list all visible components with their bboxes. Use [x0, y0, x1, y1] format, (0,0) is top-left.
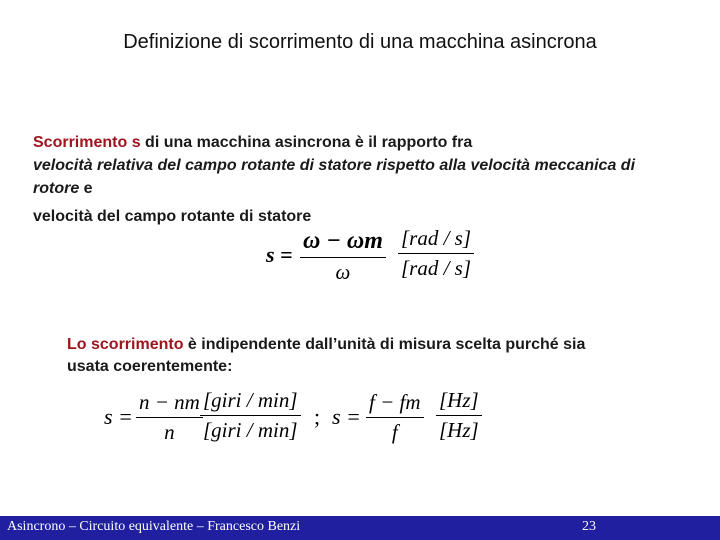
formula2-unit-num2: [Hz] [436, 388, 482, 416]
formula2-denominator2: f [391, 420, 398, 444]
note-text: è indipendente dall’unità di misura scelta purché sia usata coerentemente: [67, 336, 586, 375]
formula2-unit-den: [giri / min] [203, 418, 298, 442]
definition-italic: velocità relativa del campo rotante di statore rispetto alla velocità meccanica di rotore [33, 157, 636, 197]
note-term: Lo scorrimento [67, 336, 184, 353]
definition-conj: e [79, 180, 93, 197]
formula2-unit-den2: [Hz] [439, 418, 479, 442]
page-number: 23 [582, 519, 596, 534]
definition-text: di una macchina asincrona è il rapporto fra [140, 134, 473, 151]
formula2-numerator2: f − fm [366, 390, 424, 418]
formula2-denominator: n [164, 420, 175, 444]
formula1-unit-num: [rad / s] [398, 226, 474, 254]
formula2-units2 [436, 388, 482, 443]
formula2-separator: ; [314, 404, 321, 429]
formula2-lhs: s = [104, 404, 133, 429]
formula2-fraction [136, 390, 203, 445]
formula2-fraction2 [366, 390, 424, 445]
definition-paragraph [33, 131, 653, 200]
formula1-units [398, 226, 474, 281]
formula2-lhs2: s = [332, 404, 361, 429]
footer-bar [0, 516, 720, 540]
formula2-numerator: n − nm [136, 390, 203, 418]
footer-text: Asincrono – Circuito equivalente – Francesco Benzi [7, 519, 301, 534]
formula2-unit-num: [giri / min] [200, 388, 301, 416]
formula1-fraction [300, 228, 386, 285]
definition-line2: velocità del campo rotante di statore [33, 208, 312, 225]
formula2-units [200, 388, 301, 443]
note-paragraph [67, 334, 627, 378]
formula1-denominator: ω [335, 260, 351, 284]
definition-term: Scorrimento s [33, 134, 141, 151]
formula1-unit-den: [rad / s] [401, 256, 472, 280]
formula1-numerator: ω − ωm [300, 228, 386, 258]
formula1-lhs: s = [266, 242, 293, 267]
slide-title: Definizione di scorrimento di una macchina asincrona [123, 31, 597, 53]
